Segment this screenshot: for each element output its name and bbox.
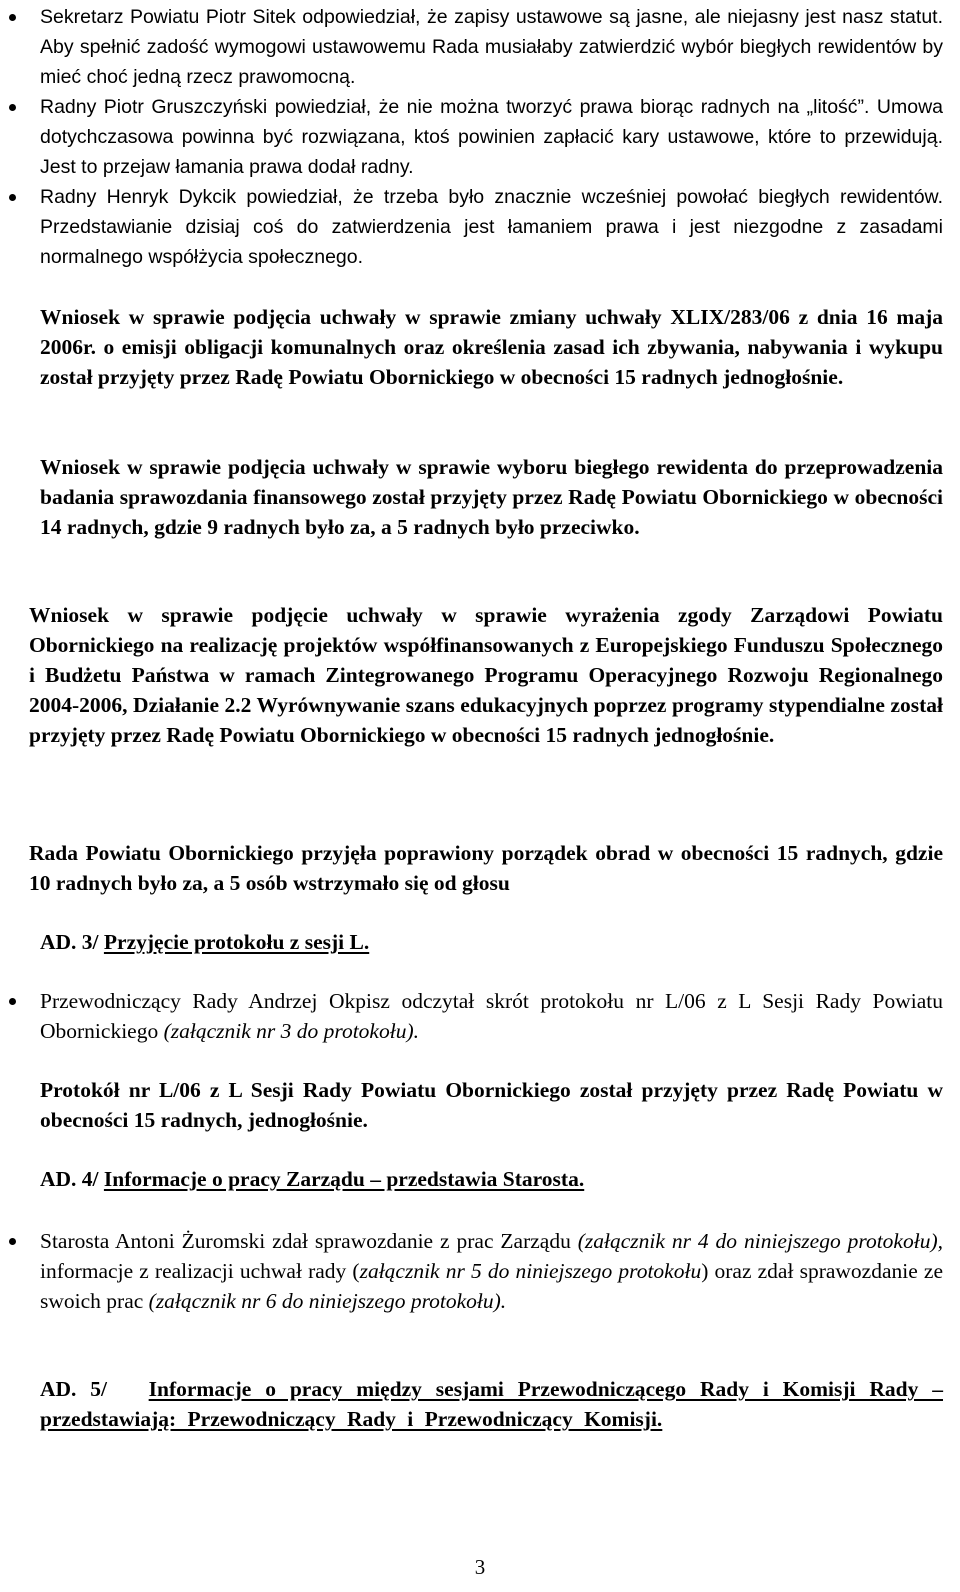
bullet-text: Przewodniczący Rady Andrzej Okpisz odczytał skrót protokołu nr L/06 z L Sesji Rady Powiatu Obornickiego bbox=[40, 989, 943, 1043]
bullet-text: Starosta Antoni Żuromski zdał sprawozdanie z prac Zarządu bbox=[40, 1229, 578, 1253]
list-item: Radny Piotr Gruszczyński powiedział, że nie można tworzyć prawa biorąc radnych na „litość”. Umowa dotychczasowa powinna być rozwiązana, ktoś powinien zapłacić kary ustawowe, które to przewidują. Jest to przejaw łamania prawa dodał radny. bbox=[0, 92, 943, 182]
resolution-paragraph: Wniosek w sprawie podjęcia uchwały w sprawie wyboru biegłego rewidenta do przeprowadzenia badania sprawozdania finansowego został przyjęty przez Radę Powiatu Obornickiego w obecności 14 radnych, gdzie 9 radnych było za, a 5 radnych było przeciwko. bbox=[40, 455, 943, 539]
list-item: Radny Henryk Dykcik powiedział, że trzeba było znacznie wcześniej powołać biegłych rewidentów. Przedstawianie dzisiaj coś do zatwierdzenia jest łamaniem prawa i jest niezgodne z zasadami normalnego współżycia społecznego. bbox=[0, 182, 943, 272]
ad3-bullets bbox=[0, 986, 943, 1046]
section-heading-ad4 bbox=[40, 1164, 943, 1194]
section-title: Informacje o pracy między sesjami Przewodniczącego Rady i Komisji Rady – przedstawiają: Przewodniczący Rady i Przewodniczący Komisji. bbox=[40, 1377, 943, 1431]
section-number: AD. 3/ bbox=[40, 930, 99, 954]
discussion-bullets bbox=[0, 2, 943, 272]
resolution-paragraph: Wniosek w sprawie podjęcie uchwały w sprawie wyrażenia zgody Zarządowi Powiatu Obornickiego na realizację projektów współfinansowanych z Europejskiego Funduszu Społecznego i Budżetu Państwa w ramach Zintegrowanego Programu Operacyjnego Rozwoju Regionalnego 2004-2006, Działanie 2.2 Wyrównywanie szans edukacyjnych poprzez programy stypendialne został przyjęty przez Radę Powiatu Obornickiego w obecności 15 radnych jednogłośnie. bbox=[29, 603, 943, 747]
list-item: Sekretarz Powiatu Piotr Sitek odpowiedział, że zapisy ustawowe są jasne, ale niejasny jest nasz statut. Aby spełnić zadość wymogowi ustawowemu Rada musiałaby zatwierdzić wybór biegłych rewidentów by mieć choć jedną rzecz prawomocną. bbox=[0, 2, 943, 92]
page-number: 3 bbox=[474, 1555, 486, 1579]
resolution-paragraph: Wniosek w sprawie podjęcia uchwały w sprawie zmiany uchwały XLIX/283/06 z dnia 16 maja 2006r. o emisji obligacji komunalnych oraz określenia zasad ich zbywania, nabywania i wykupu został przyjęty przez Radę Powiatu Obornickiego w obecności 15 radnych jednogłośnie. bbox=[40, 305, 943, 389]
ad4-bullets bbox=[0, 1226, 943, 1316]
bullet-text: ) oraz zdał sprawozdanie ze swoich prac bbox=[40, 1259, 944, 1313]
attachment-ref: (załącznik nr 3 do protokołu). bbox=[163, 1019, 419, 1043]
section-number: AD. 5/ bbox=[40, 1377, 108, 1401]
section-heading-ad5 bbox=[40, 1374, 943, 1434]
agenda-result: Rada Powiatu Obornickiego przyjęła poprawiony porządek obrad w obecności 15 radnych, gdzie 10 radnych było za, a 5 osób wstrzymało się od głosu bbox=[29, 841, 943, 895]
section-number: AD. 4/ bbox=[40, 1167, 99, 1191]
protocol-result: Protokół nr L/06 z L Sesji Rady Powiatu Obornickiego został przyjęty przez Radę Powiatu w obecności 15 radnych, jednogłośnie. bbox=[40, 1078, 943, 1132]
attachment-ref: (załącznik nr 6 do niniejszego protokołu). bbox=[148, 1289, 507, 1313]
bullet-text: informacje z realizacji uchwał rady ( bbox=[40, 1259, 360, 1283]
attachment-ref: załącznik nr 5 do niniejszego protokołu bbox=[359, 1259, 702, 1283]
list-item bbox=[0, 1226, 943, 1316]
section-heading-ad3 bbox=[40, 927, 943, 957]
section-title: Przyjęcie protokołu z sesji L. bbox=[103, 930, 370, 954]
section-title: Informacje o pracy Zarządu – przedstawia Starosta. bbox=[103, 1167, 585, 1191]
list-item bbox=[0, 986, 943, 1046]
attachment-ref: (załącznik nr 4 do niniejszego protokołu), bbox=[577, 1229, 943, 1253]
